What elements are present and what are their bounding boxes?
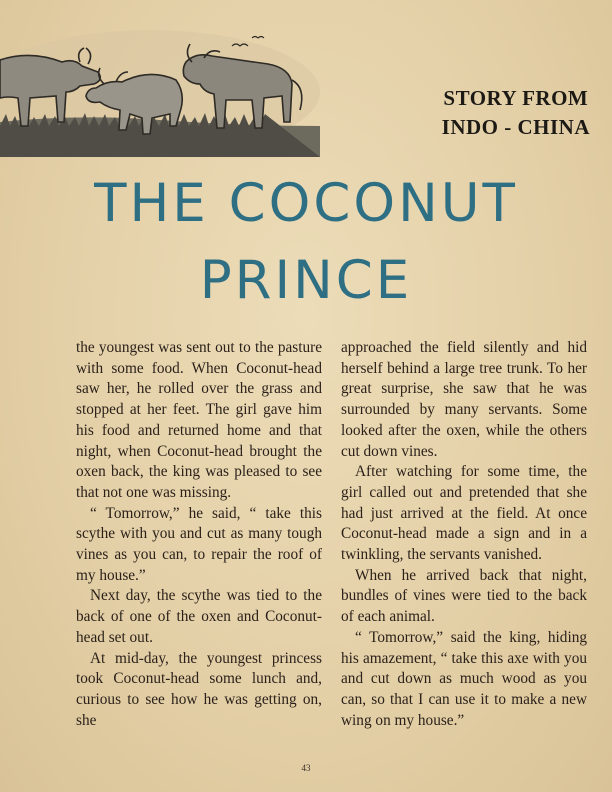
- paragraph: the youngest was sent out to the pasture with some food. When Coconut-head saw her, he rolled over the grass and stopped at her feet. The girl gave him his food and returned home and that night, when Coconut-head brought the oxen back, the king was pleased to see that not one was missing.: [76, 339, 322, 501]
- paragraph: When he arrived back that night, bundles of vines were tied to the back of each animal.: [341, 566, 587, 626]
- paragraph: At mid-day, the youngest princess took Coconut-head some lunch and, curious to see how he was getting on, she: [76, 649, 322, 729]
- story-title-line2: PRINCE: [199, 250, 413, 311]
- paragraph: Next day, the scythe was tied to the back of one of the oxen and Coconut-head set out.: [76, 587, 322, 646]
- story-label-line1: STORY FROM: [443, 86, 589, 110]
- story-title-line1: THE COCONUT: [94, 173, 518, 234]
- paragraph: “ Tomorrow,” he said, “ take this scythe with you and cut as many tough vines as you can, to repair the roof of my house.”: [76, 504, 322, 584]
- story-label-line2: INDO - CHINA: [441, 115, 590, 139]
- story-origin-label: [442, 84, 590, 142]
- page-number: 43: [301, 763, 311, 773]
- paragraph: approached the field silently and hid herself behind a large tree trunk. To her great surprise, she saw that he was surrounded by many servants. Some looked after the oxen, while the others cut down vines.: [341, 339, 587, 460]
- paragraph: After watching for some time, the girl called out and pretended that she had just arrived at the field. At once Coconut-head made a sign and in a twinkling, the servants vanished.: [341, 463, 587, 564]
- text-column-left: [76, 338, 322, 731]
- paragraph: “ Tomorrow,” said the king, hiding his amazement, “ take this axe with you and cut down as much wood as you can, so that I can use it to make a new wing on my house.”: [341, 628, 587, 729]
- oxen-grazing-illustration: [0, 22, 320, 157]
- text-column-right: [341, 338, 587, 731]
